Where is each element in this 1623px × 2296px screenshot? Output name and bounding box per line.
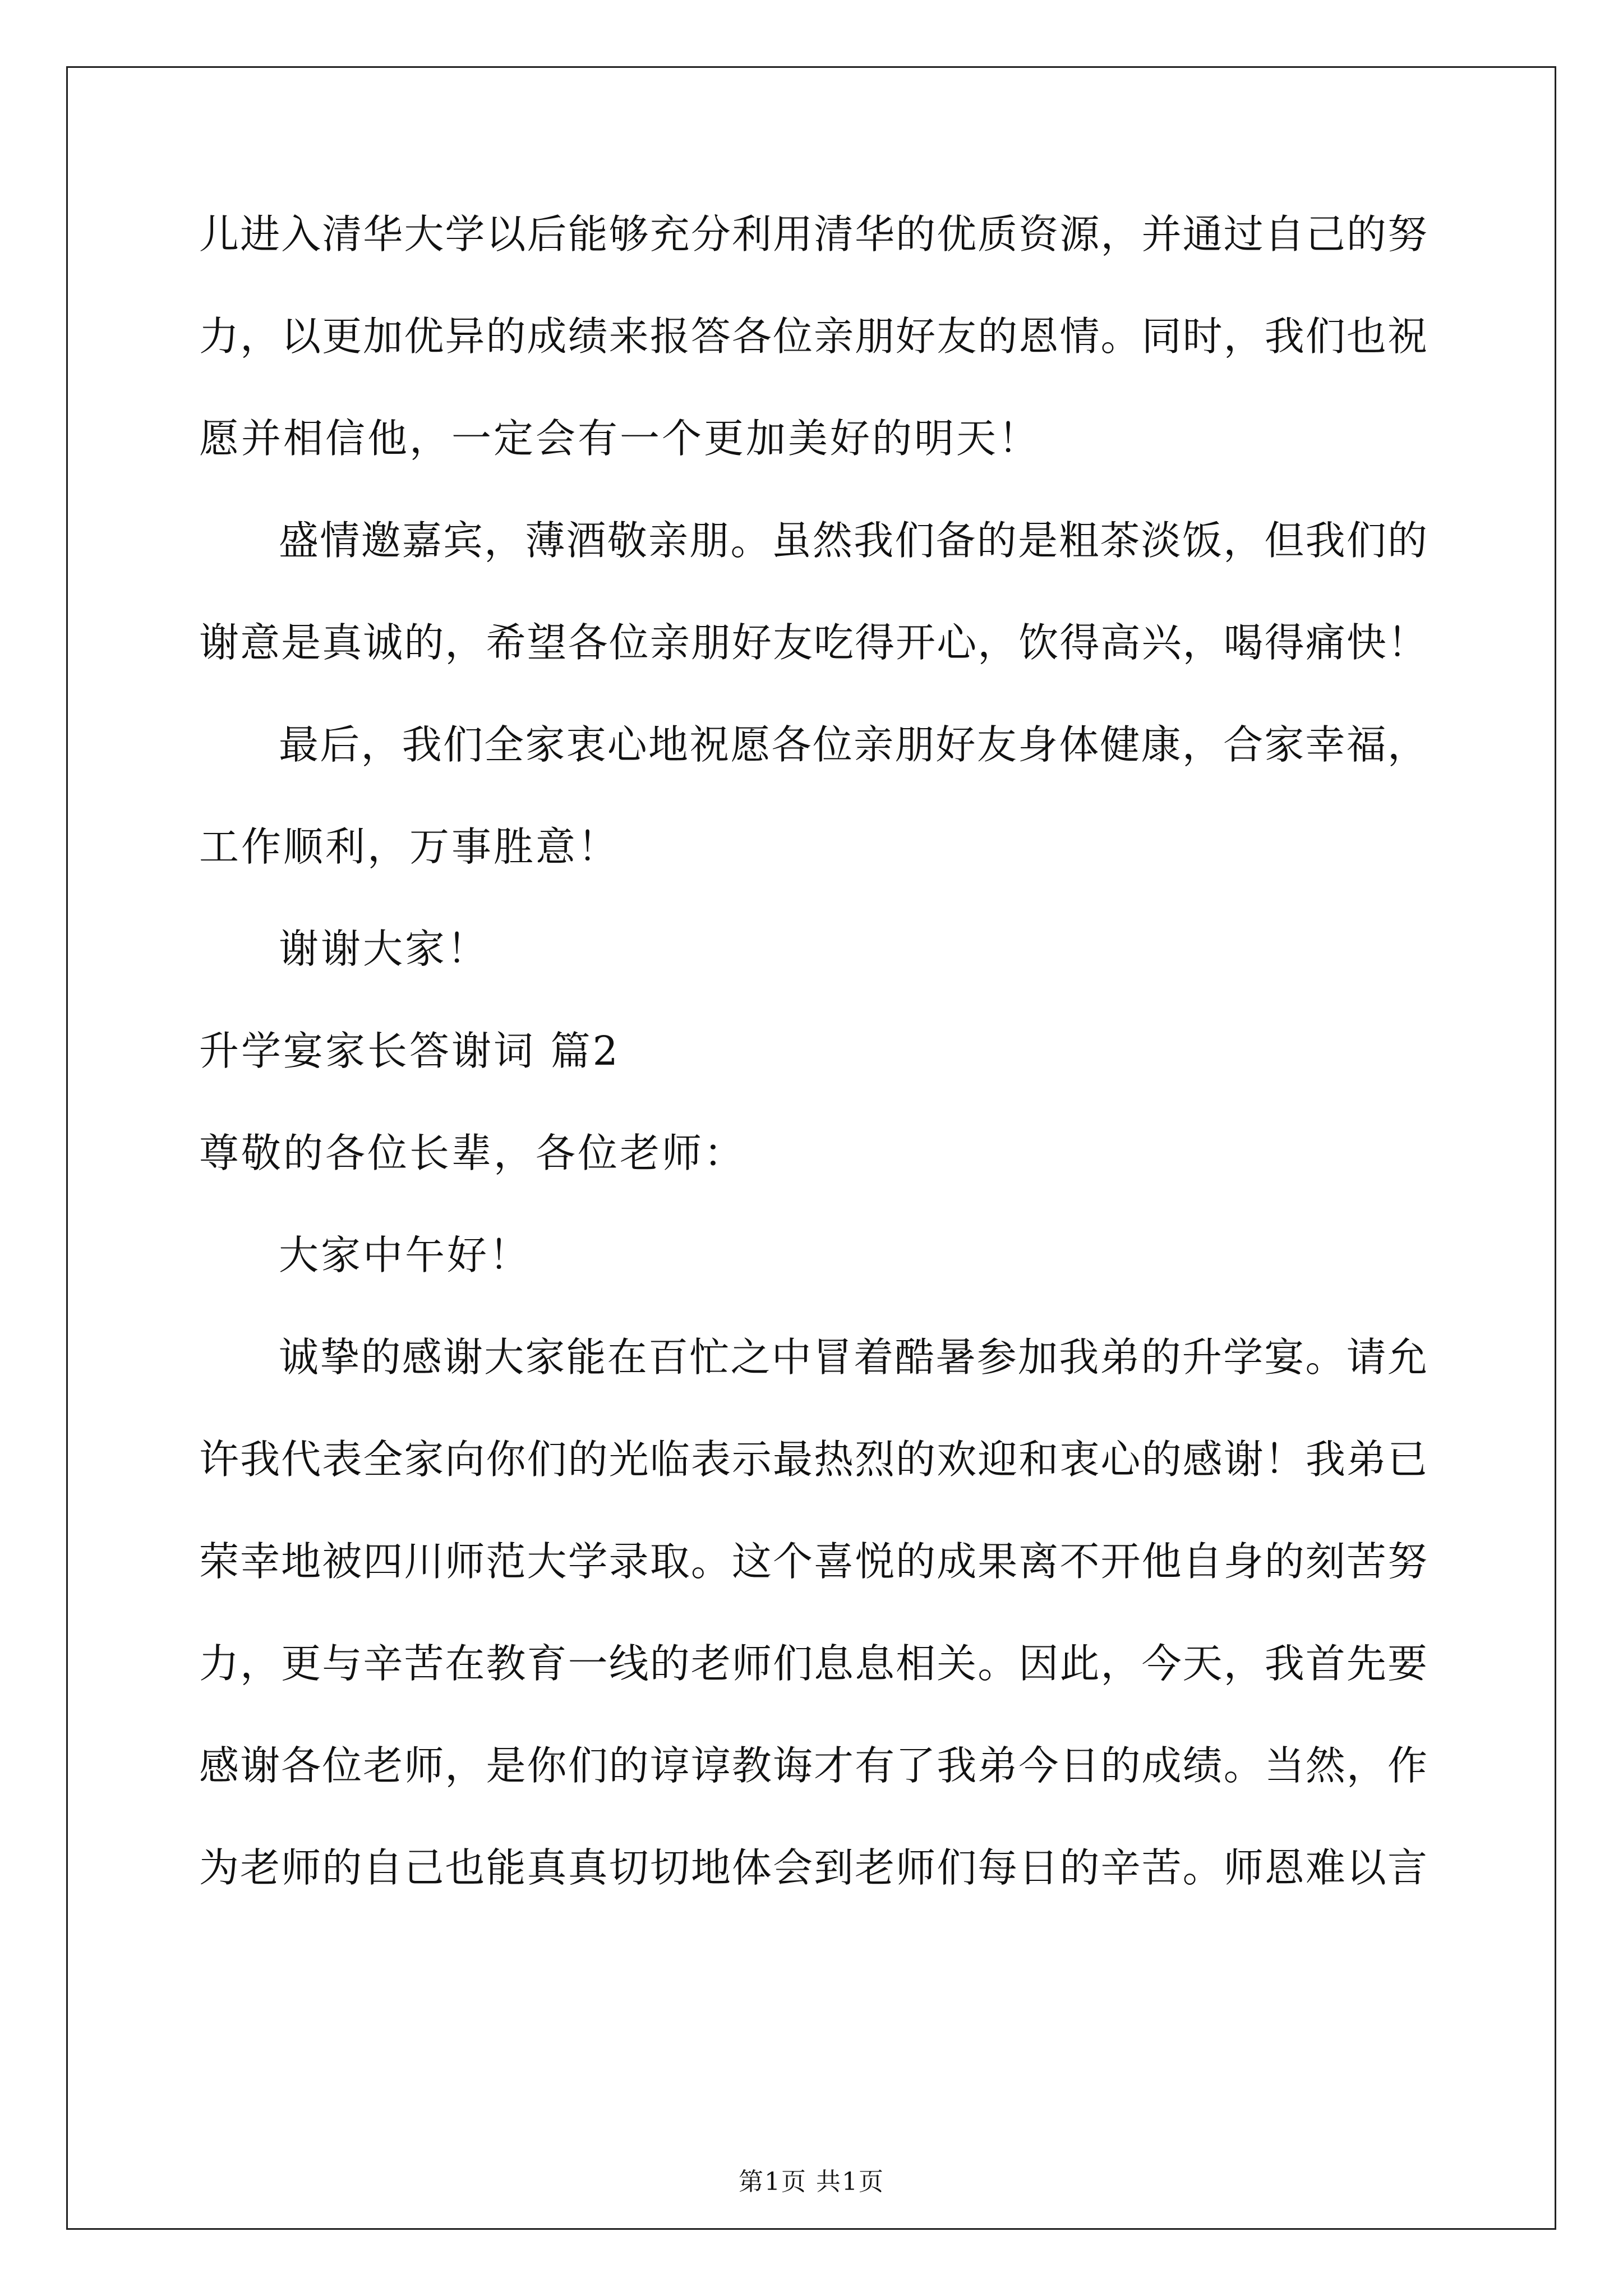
paragraph-line: 儿进入清华大学以后能够充分利用清华的优质资源，并通过自己的努 [199,211,1427,257]
greeting: 大家中午好！ [279,1232,532,1278]
paragraph-line: 谢意是真诚的，希望各位亲朋好友吃得开心，饮得高兴，喝得痛快！ [199,619,1427,666]
paragraph-line: 荣幸地被四川师范大学录取。这个喜悦的成果离不开他自身的刻苦努 [199,1538,1427,1585]
paragraph-line: 盛情邀嘉宾，薄酒敬亲朋。虽然我们备的是粗茶淡饭，但我们的 [279,517,1427,564]
paragraph-line: 愿并相信他，一定会有一个更加美好的明天！ [199,415,1041,462]
paragraph-line: 力，以更加优异的成绩来报答各位亲朋好友的恩情。同时，我们也祝 [199,313,1427,360]
page-footer: 第1页 共1页 [739,2168,884,2196]
paragraph-line: 谢谢大家！ [279,926,490,972]
salutation: 尊敬的各位长辈，各位老师： [199,1130,746,1176]
paragraph-line: 工作顺利，万事胜意！ [199,823,620,870]
section-heading: 升学宴家长答谢词 篇2 [199,1028,620,1074]
paragraph-line: 最后，我们全家衷心地祝愿各位亲朋好友身体健康，合家幸福， [279,721,1427,768]
paragraph-line: 为老师的自己也能真真切切地体会到老师们每日的辛苦。师恩难以言 [199,1844,1427,1891]
paragraph-line: 力，更与辛苦在教育一线的老师们息息相关。因此，今天，我首先要 [199,1640,1427,1687]
paragraph-line: 许我代表全家向你们的光临表示最热烈的欢迎和衷心的感谢！我弟已 [199,1436,1427,1483]
paragraph-line: 感谢各位老师，是你们的谆谆教诲才有了我弟今日的成绩。当然，作 [199,1742,1427,1789]
paragraph-line: 诚挚的感谢大家能在百忙之中冒着酷暑参加我弟的升学宴。请允 [279,1334,1427,1381]
